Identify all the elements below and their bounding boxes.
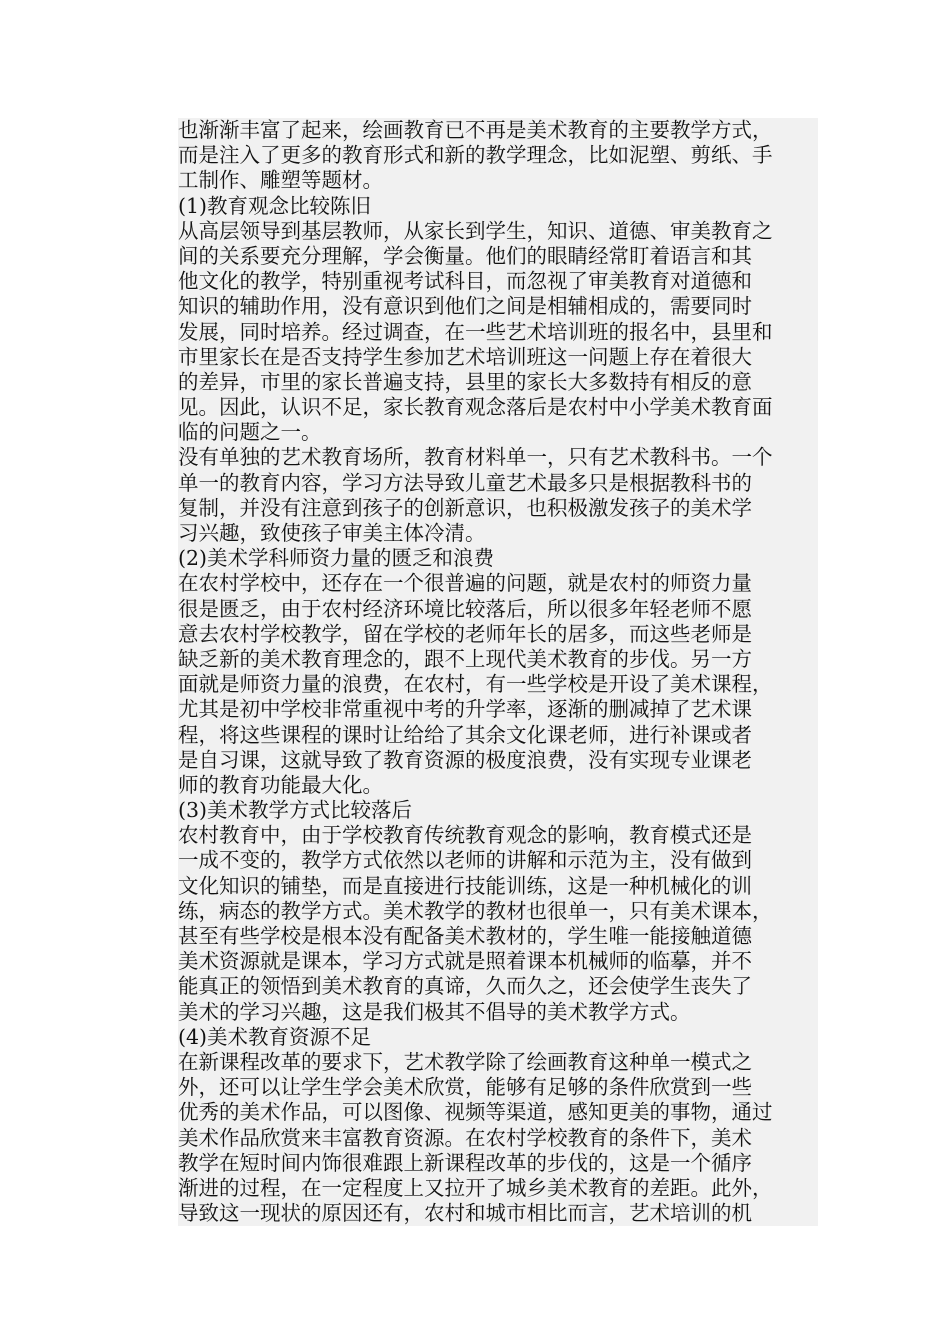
section-heading: (1)教育观念比较陈旧 <box>178 194 818 219</box>
text-line: 农村教育中，由于学校教育传统教育观念的影响，教育模式还是 <box>178 823 818 848</box>
text-line: 甚至有些学校是根本没有配备美术教材的，学生唯一能接触道德 <box>178 924 818 949</box>
text-line: 练，病态的教学方式。美术教学的教材也很单一，只有美术课本， <box>178 899 818 924</box>
text-line: 习兴趣，致使孩子审美主体冷清。 <box>178 521 818 546</box>
text-line: 间的关系要充分理解，学会衡量。他们的眼睛经常盯着语言和其 <box>178 244 818 269</box>
text-line: 尤其是初中学校非常重视中考的升学率，逐渐的删减掉了艺术课 <box>178 697 818 722</box>
text-line: 外，还可以让学生学会美术欣赏，能够有足够的条件欣赏到一些 <box>178 1075 818 1100</box>
text-line: 渐进的过程，在一定程度上又拉开了城乡美术教育的差距。此外， <box>178 1176 818 1201</box>
text-line: 意去农村学校教学，留在学校的老师年长的居多，而这些老师是 <box>178 622 818 647</box>
text-line: 面就是师资力量的浪费，在农村，有一些学校是开设了美术课程， <box>178 672 818 697</box>
text-line: 复制，并没有注意到孩子的创新意识，也积极激发孩子的美术学 <box>178 496 818 521</box>
text-line: 美术作品欣赏来丰富教育资源。在农村学校教育的条件下，美术 <box>178 1126 818 1151</box>
document-body <box>178 118 818 1226</box>
text-line: 知识的辅助作用，没有意识到他们之间是相辅相成的，需要同时 <box>178 294 818 319</box>
text-line: 美术的学习兴趣，这是我们极其不倡导的美术教学方式。 <box>178 1000 818 1025</box>
text-line: 从高层领导到基层教师，从家长到学生，知识、道德、审美教育之 <box>178 219 818 244</box>
text-line: 而是注入了更多的教育形式和新的教学理念，比如泥塑、剪纸、手 <box>178 143 818 168</box>
text-line: 的差异，市里的家长普遍支持，县里的家长大多数持有相反的意 <box>178 370 818 395</box>
text-line: 师的教育功能最大化。 <box>178 773 818 798</box>
text-line: 美术资源就是课本，学习方式就是照着课本机械师的临摹，并不 <box>178 949 818 974</box>
text-line: 也渐渐丰富了起来，绘画教育已不再是美术教育的主要教学方式， <box>178 118 818 143</box>
text-line: 工制作、雕塑等题材。 <box>178 168 818 193</box>
text-line: 是自习课，这就导致了教育资源的极度浪费，没有实现专业课老 <box>178 748 818 773</box>
text-line: 很是匮乏，由于农村经济环境比较落后，所以很多年轻老师不愿 <box>178 597 818 622</box>
text-line: 在农村学校中，还存在一个很普遍的问题，就是农村的师资力量 <box>178 571 818 596</box>
text-line: 一成不变的，教学方式依然以老师的讲解和示范为主，没有做到 <box>178 848 818 873</box>
text-line: 教学在短时间内饰很难跟上新课程改革的步伐的，这是一个循序 <box>178 1151 818 1176</box>
text-line: 导致这一现状的原因还有，农村和城市相比而言，艺术培训的机 <box>178 1201 818 1226</box>
text-line: 单一的教育内容，学习方法导致儿童艺术最多只是根据教科书的 <box>178 471 818 496</box>
text-line: 能真正的领悟到美术教育的真谛，久而久之，还会使学生丧失了 <box>178 974 818 999</box>
text-line: 文化知识的铺垫，而是直接进行技能训练，这是一种机械化的训 <box>178 874 818 899</box>
text-line: 见。因此，认识不足，家长教育观念落后是农村中小学美术教育面 <box>178 395 818 420</box>
text-line: 没有单独的艺术教育场所，教育材料单一，只有艺术教科书。一个 <box>178 445 818 470</box>
text-line: 程，将这些课程的课时让给给了其余文化课老师，进行补课或者 <box>178 723 818 748</box>
text-line: 缺乏新的美术教育理念的，跟不上现代美术教育的步伐。另一方 <box>178 647 818 672</box>
text-line: 优秀的美术作品，可以图像、视频等渠道，感知更美的事物，通过 <box>178 1100 818 1125</box>
text-line: 发展，同时培养。经过调查，在一些艺术培训班的报名中，县里和 <box>178 320 818 345</box>
text-line: 临的问题之一。 <box>178 420 818 445</box>
text-line: 他文化的教学，特别重视考试科目，而忽视了审美教育对道德和 <box>178 269 818 294</box>
section-heading: (4)美术教育资源不足 <box>178 1025 818 1050</box>
section-heading: (2)美术学科师资力量的匮乏和浪费 <box>178 546 818 571</box>
section-heading: (3)美术教学方式比较落后 <box>178 798 818 823</box>
text-line: 市里家长在是否支持学生参加艺术培训班这一问题上存在着很大 <box>178 345 818 370</box>
text-line: 在新课程改革的要求下，艺术教学除了绘画教育这种单一模式之 <box>178 1050 818 1075</box>
